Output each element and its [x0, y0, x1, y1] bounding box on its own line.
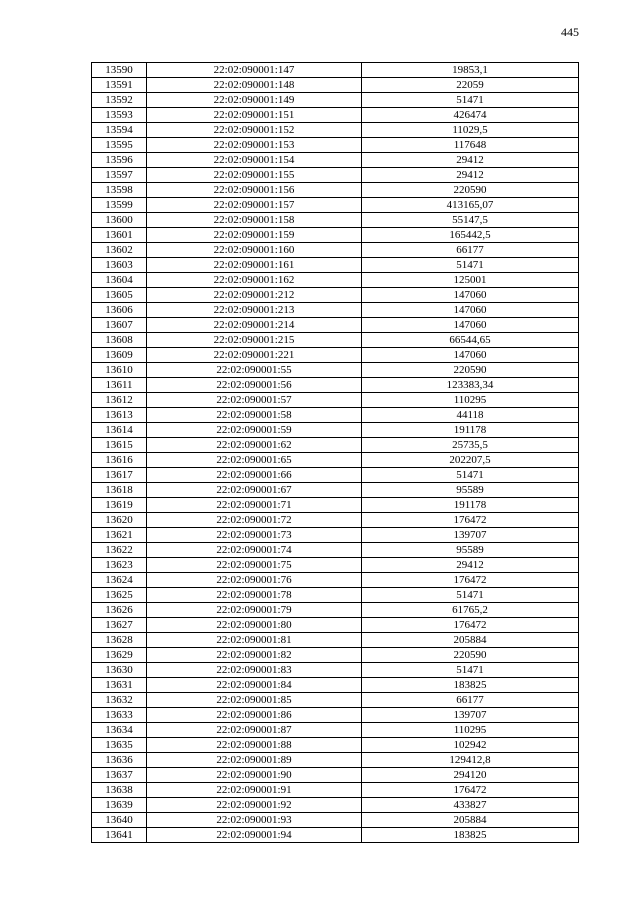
value-cell: 66177 — [362, 243, 579, 258]
table-row — [92, 258, 579, 273]
value-cell: 176472 — [362, 618, 579, 633]
row-number-cell: 13621 — [92, 528, 147, 543]
cadastral-number-cell: 22:02:090001:153 — [147, 138, 362, 153]
row-number-cell: 13599 — [92, 198, 147, 213]
cadastral-number-cell: 22:02:090001:93 — [147, 813, 362, 828]
value-cell: 147060 — [362, 303, 579, 318]
value-cell: 426474 — [362, 108, 579, 123]
value-cell: 95589 — [362, 483, 579, 498]
row-number-cell: 13641 — [92, 828, 147, 843]
row-number-cell: 13591 — [92, 78, 147, 93]
table-row — [92, 228, 579, 243]
table-row — [92, 768, 579, 783]
cadastral-number-cell: 22:02:090001:72 — [147, 513, 362, 528]
value-cell: 139707 — [362, 528, 579, 543]
value-cell: 220590 — [362, 363, 579, 378]
cadastral-number-cell: 22:02:090001:214 — [147, 318, 362, 333]
row-number-cell: 13623 — [92, 558, 147, 573]
value-cell: 294120 — [362, 768, 579, 783]
table-row — [92, 108, 579, 123]
row-number-cell: 13600 — [92, 213, 147, 228]
table-row — [92, 198, 579, 213]
table-row — [92, 483, 579, 498]
table-row — [92, 693, 579, 708]
cadastral-number-cell: 22:02:090001:161 — [147, 258, 362, 273]
row-number-cell: 13631 — [92, 678, 147, 693]
row-number-cell: 13638 — [92, 783, 147, 798]
row-number-cell: 13592 — [92, 93, 147, 108]
value-cell: 433827 — [362, 798, 579, 813]
value-cell: 202207,5 — [362, 453, 579, 468]
value-cell: 165442,5 — [362, 228, 579, 243]
row-number-cell: 13635 — [92, 738, 147, 753]
table-row — [92, 588, 579, 603]
table-row — [92, 423, 579, 438]
table-row — [92, 813, 579, 828]
cadastral-number-cell: 22:02:090001:57 — [147, 393, 362, 408]
row-number-cell: 13619 — [92, 498, 147, 513]
table-row — [92, 138, 579, 153]
row-number-cell: 13611 — [92, 378, 147, 393]
table-row — [92, 288, 579, 303]
value-cell: 123383,34 — [362, 378, 579, 393]
cadastral-number-cell: 22:02:090001:78 — [147, 588, 362, 603]
table-row — [92, 738, 579, 753]
value-cell: 110295 — [362, 723, 579, 738]
row-number-cell: 13610 — [92, 363, 147, 378]
value-cell: 129412,8 — [362, 753, 579, 768]
cadastral-number-cell: 22:02:090001:92 — [147, 798, 362, 813]
row-number-cell: 13628 — [92, 633, 147, 648]
row-number-cell: 13616 — [92, 453, 147, 468]
cadastral-number-cell: 22:02:090001:66 — [147, 468, 362, 483]
row-number-cell: 13594 — [92, 123, 147, 138]
value-cell: 95589 — [362, 543, 579, 558]
table-row — [92, 678, 579, 693]
table-row — [92, 648, 579, 663]
value-cell: 51471 — [362, 258, 579, 273]
cadastral-number-cell: 22:02:090001:62 — [147, 438, 362, 453]
row-number-cell: 13612 — [92, 393, 147, 408]
cadastral-number-cell: 22:02:090001:147 — [147, 63, 362, 78]
table-row — [92, 363, 579, 378]
cadastral-number-cell: 22:02:090001:89 — [147, 753, 362, 768]
row-number-cell: 13603 — [92, 258, 147, 273]
cadastral-number-cell: 22:02:090001:91 — [147, 783, 362, 798]
row-number-cell: 13633 — [92, 708, 147, 723]
cadastral-number-cell: 22:02:090001:156 — [147, 183, 362, 198]
table-row — [92, 603, 579, 618]
value-cell: 44118 — [362, 408, 579, 423]
table-row — [92, 273, 579, 288]
row-number-cell: 13593 — [92, 108, 147, 123]
row-number-cell: 13634 — [92, 723, 147, 738]
cadastral-number-cell: 22:02:090001:162 — [147, 273, 362, 288]
cadastral-number-cell: 22:02:090001:215 — [147, 333, 362, 348]
row-number-cell: 13597 — [92, 168, 147, 183]
table-row — [92, 123, 579, 138]
cadastral-number-cell: 22:02:090001:157 — [147, 198, 362, 213]
value-cell: 413165,07 — [362, 198, 579, 213]
row-number-cell: 13613 — [92, 408, 147, 423]
row-number-cell: 13595 — [92, 138, 147, 153]
cadastral-number-cell: 22:02:090001:73 — [147, 528, 362, 543]
row-number-cell: 13601 — [92, 228, 147, 243]
table-row — [92, 378, 579, 393]
value-cell: 147060 — [362, 318, 579, 333]
row-number-cell: 13626 — [92, 603, 147, 618]
table-row — [92, 723, 579, 738]
value-cell: 25735,5 — [362, 438, 579, 453]
table-row — [92, 168, 579, 183]
table-row — [92, 783, 579, 798]
value-cell: 176472 — [362, 783, 579, 798]
value-cell: 51471 — [362, 663, 579, 678]
value-cell: 117648 — [362, 138, 579, 153]
table-row — [92, 513, 579, 528]
value-cell: 183825 — [362, 828, 579, 843]
value-cell: 51471 — [362, 588, 579, 603]
cadastral-number-cell: 22:02:090001:148 — [147, 78, 362, 93]
row-number-cell: 13596 — [92, 153, 147, 168]
value-cell: 205884 — [362, 813, 579, 828]
row-number-cell: 13630 — [92, 663, 147, 678]
cadastral-number-cell: 22:02:090001:80 — [147, 618, 362, 633]
table-row — [92, 303, 579, 318]
value-cell: 51471 — [362, 468, 579, 483]
row-number-cell: 13615 — [92, 438, 147, 453]
cadastral-number-cell: 22:02:090001:71 — [147, 498, 362, 513]
row-number-cell: 13607 — [92, 318, 147, 333]
cadastral-number-cell: 22:02:090001:81 — [147, 633, 362, 648]
value-cell: 125001 — [362, 273, 579, 288]
table-row — [92, 708, 579, 723]
value-cell: 220590 — [362, 648, 579, 663]
row-number-cell: 13602 — [92, 243, 147, 258]
row-number-cell: 13622 — [92, 543, 147, 558]
value-cell: 139707 — [362, 708, 579, 723]
table-row — [92, 753, 579, 768]
value-cell: 191178 — [362, 423, 579, 438]
table-row — [92, 498, 579, 513]
cadastral-number-cell: 22:02:090001:75 — [147, 558, 362, 573]
cadastral-number-cell: 22:02:090001:94 — [147, 828, 362, 843]
cadastral-number-cell: 22:02:090001:149 — [147, 93, 362, 108]
value-cell: 61765,2 — [362, 603, 579, 618]
cadastral-number-cell: 22:02:090001:67 — [147, 483, 362, 498]
row-number-cell: 13639 — [92, 798, 147, 813]
table-row — [92, 828, 579, 843]
cadastral-number-cell: 22:02:090001:159 — [147, 228, 362, 243]
cadastral-number-cell: 22:02:090001:74 — [147, 543, 362, 558]
table-row — [92, 243, 579, 258]
value-cell: 29412 — [362, 153, 579, 168]
table-row — [92, 618, 579, 633]
table-row — [92, 633, 579, 648]
value-cell: 66177 — [362, 693, 579, 708]
row-number-cell: 13614 — [92, 423, 147, 438]
row-number-cell: 13598 — [92, 183, 147, 198]
table-row — [92, 93, 579, 108]
row-number-cell: 13618 — [92, 483, 147, 498]
value-cell: 147060 — [362, 348, 579, 363]
row-number-cell: 13627 — [92, 618, 147, 633]
table-row — [92, 153, 579, 168]
table-row — [92, 468, 579, 483]
table-row — [92, 408, 579, 423]
row-number-cell: 13640 — [92, 813, 147, 828]
table-row — [92, 528, 579, 543]
value-cell: 19853,1 — [362, 63, 579, 78]
value-cell: 110295 — [362, 393, 579, 408]
value-cell: 55147,5 — [362, 213, 579, 228]
cadastral-number-cell: 22:02:090001:152 — [147, 123, 362, 138]
cadastral-number-cell: 22:02:090001:160 — [147, 243, 362, 258]
row-number-cell: 13629 — [92, 648, 147, 663]
value-cell: 51471 — [362, 93, 579, 108]
row-number-cell: 13624 — [92, 573, 147, 588]
table-row — [92, 78, 579, 93]
table-row — [92, 573, 579, 588]
cadastral-number-cell: 22:02:090001:84 — [147, 678, 362, 693]
table-row — [92, 333, 579, 348]
value-cell: 147060 — [362, 288, 579, 303]
cadastral-number-cell: 22:02:090001:55 — [147, 363, 362, 378]
cadastral-number-cell: 22:02:090001:85 — [147, 693, 362, 708]
table-row — [92, 213, 579, 228]
cadastral-number-cell: 22:02:090001:58 — [147, 408, 362, 423]
row-number-cell: 13604 — [92, 273, 147, 288]
table-row — [92, 543, 579, 558]
row-number-cell: 13620 — [92, 513, 147, 528]
value-cell: 220590 — [362, 183, 579, 198]
page-number: 445 — [561, 25, 579, 39]
table-row — [92, 453, 579, 468]
row-number-cell: 13590 — [92, 63, 147, 78]
table-row — [92, 183, 579, 198]
cadastral-number-cell: 22:02:090001:88 — [147, 738, 362, 753]
value-cell: 176472 — [362, 513, 579, 528]
cadastral-number-cell: 22:02:090001:65 — [147, 453, 362, 468]
table-body — [92, 63, 579, 843]
value-cell: 102942 — [362, 738, 579, 753]
value-cell: 11029,5 — [362, 123, 579, 138]
table-row — [92, 393, 579, 408]
cadastral-number-cell: 22:02:090001:158 — [147, 213, 362, 228]
table-row — [92, 318, 579, 333]
row-number-cell: 13608 — [92, 333, 147, 348]
cadastral-number-cell: 22:02:090001:213 — [147, 303, 362, 318]
cadastral-number-cell: 22:02:090001:221 — [147, 348, 362, 363]
cadastral-number-cell: 22:02:090001:212 — [147, 288, 362, 303]
value-cell: 66544,65 — [362, 333, 579, 348]
cadastral-number-cell: 22:02:090001:90 — [147, 768, 362, 783]
cadastral-number-cell: 22:02:090001:76 — [147, 573, 362, 588]
value-cell: 205884 — [362, 633, 579, 648]
table-row — [92, 438, 579, 453]
row-number-cell: 13606 — [92, 303, 147, 318]
value-cell: 29412 — [362, 558, 579, 573]
cadastral-number-cell: 22:02:090001:83 — [147, 663, 362, 678]
table-row — [92, 558, 579, 573]
cadastral-number-cell: 22:02:090001:154 — [147, 153, 362, 168]
value-cell: 183825 — [362, 678, 579, 693]
value-cell: 29412 — [362, 168, 579, 183]
cadastral-number-cell: 22:02:090001:59 — [147, 423, 362, 438]
value-cell: 22059 — [362, 78, 579, 93]
value-cell: 176472 — [362, 573, 579, 588]
row-number-cell: 13605 — [92, 288, 147, 303]
cadastral-number-cell: 22:02:090001:151 — [147, 108, 362, 123]
row-number-cell: 13609 — [92, 348, 147, 363]
cadastral-number-cell: 22:02:090001:155 — [147, 168, 362, 183]
table-row — [92, 348, 579, 363]
row-number-cell: 13625 — [92, 588, 147, 603]
registry-table — [91, 62, 579, 843]
row-number-cell: 13636 — [92, 753, 147, 768]
cadastral-number-cell: 22:02:090001:56 — [147, 378, 362, 393]
row-number-cell: 13632 — [92, 693, 147, 708]
cadastral-number-cell: 22:02:090001:86 — [147, 708, 362, 723]
table-row — [92, 663, 579, 678]
table-row — [92, 63, 579, 78]
value-cell: 191178 — [362, 498, 579, 513]
row-number-cell: 13637 — [92, 768, 147, 783]
table-row — [92, 798, 579, 813]
row-number-cell: 13617 — [92, 468, 147, 483]
cadastral-number-cell: 22:02:090001:82 — [147, 648, 362, 663]
cadastral-number-cell: 22:02:090001:87 — [147, 723, 362, 738]
cadastral-number-cell: 22:02:090001:79 — [147, 603, 362, 618]
